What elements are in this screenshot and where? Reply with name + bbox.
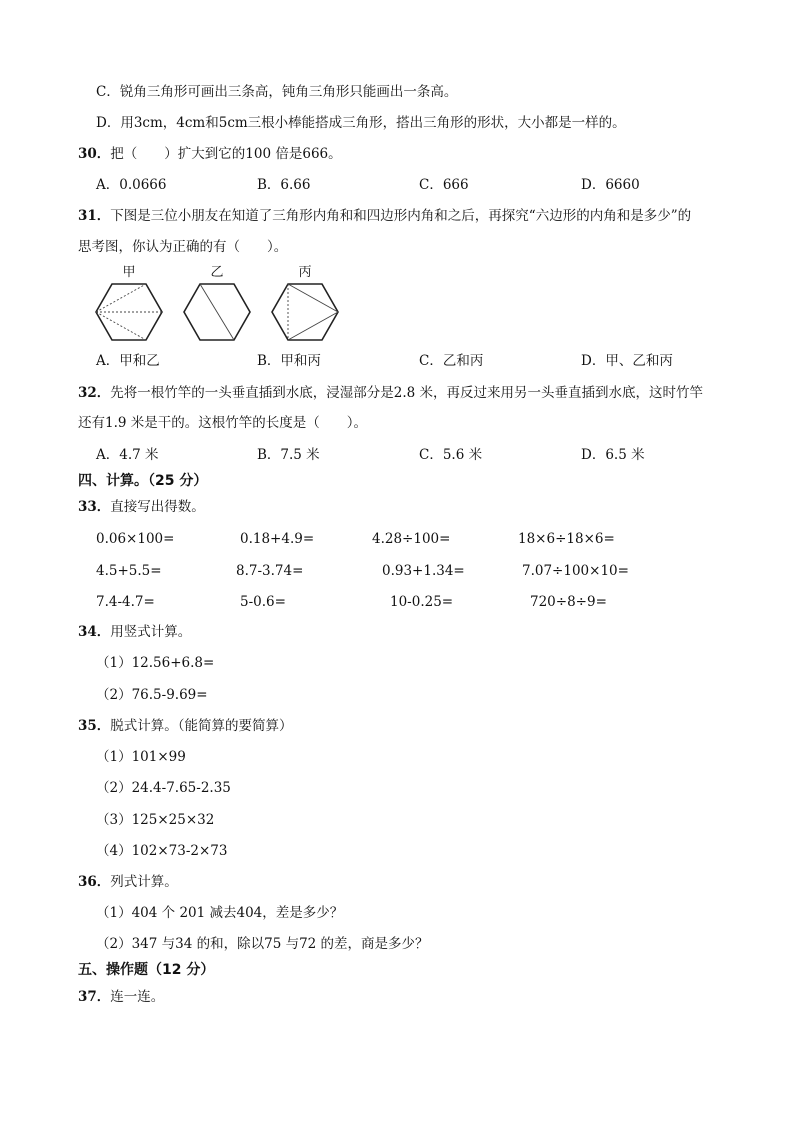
figure-label-jia: 甲 bbox=[122, 265, 136, 280]
q31-stem-line1 bbox=[78, 207, 691, 225]
q35-text: 脱式计算。（能简算的要简算） bbox=[110, 718, 293, 734]
q33-item: 7.07÷100×10= bbox=[522, 563, 629, 579]
q33-text: 直接写出得数。 bbox=[110, 499, 205, 515]
q32-option-d: D．6.5 米 bbox=[581, 447, 645, 463]
q33-item: 720÷8÷9= bbox=[530, 594, 607, 610]
q30-option-b: B．6.66 bbox=[257, 177, 311, 193]
q36-item-2: （2）347 与34 的和，除以75 与72 的差，商是多少？ bbox=[96, 936, 429, 952]
q33-item: 4.28÷100= bbox=[372, 531, 451, 547]
q31-text-line1: 下图是三位小朋友在知道了三角形内角和和四边形内角和之后，再探究“六边形的内角和是多少”的 bbox=[110, 208, 692, 224]
q37-stem bbox=[78, 988, 164, 1006]
q32-text-line1: 先将一根竹竿的一头垂直插到水底，浸湿部分是2.8 米，再反过来用另一头垂直插到水底，这时竹竿 bbox=[110, 385, 704, 401]
section-4-heading: 四、计算。（25 分） bbox=[78, 473, 208, 489]
q33-item: 4.5+5.5= bbox=[96, 563, 162, 579]
q36-text: 列式计算。 bbox=[110, 874, 178, 890]
q33-item: 0.06×100= bbox=[96, 531, 175, 547]
q32-option-b: B．7.5 米 bbox=[257, 447, 320, 463]
q35-item-3: （3）125×25×32 bbox=[96, 812, 215, 828]
q30-text: 把（ ）扩大到它的100 倍是666。 bbox=[110, 146, 342, 162]
q33-item: 8.7-3.74= bbox=[236, 563, 304, 579]
hexagon-figure-jia bbox=[94, 266, 164, 346]
q31-option-a: A．甲和乙 bbox=[96, 353, 160, 369]
q29-option-c: C．锐角三角形可画出三条高，钝角三角形只能画出一条高。 bbox=[96, 84, 458, 100]
q34-item-2: （2）76.5-9.69= bbox=[96, 687, 208, 703]
q30-option-a: A．0.0666 bbox=[96, 177, 167, 193]
q31-option-b: B．甲和丙 bbox=[257, 353, 321, 369]
q33-item: 7.4-4.7= bbox=[96, 594, 155, 610]
q30-option-c: C．666 bbox=[419, 177, 469, 193]
q31-number: 31． bbox=[78, 208, 111, 224]
hexagon-jia-drawing bbox=[94, 280, 164, 344]
q30-number: 30． bbox=[78, 146, 111, 162]
hexagon-yi-drawing bbox=[182, 280, 252, 344]
q36-stem bbox=[78, 873, 178, 891]
q34-text: 用竖式计算。 bbox=[110, 624, 192, 640]
q32-number: 32． bbox=[78, 385, 111, 401]
section-5-heading: 五、操作题（12 分） bbox=[78, 962, 215, 978]
q32-stem-line2: 还有1.9 米是干的。这根竹竿的长度是（ ）。 bbox=[78, 415, 368, 431]
q35-item-2: （2）24.4-7.65-2.35 bbox=[96, 780, 231, 796]
q33-item: 18×6÷18×6= bbox=[518, 531, 615, 547]
q31-option-d: D．甲、乙和丙 bbox=[581, 353, 673, 369]
q34-item-1: （1）12.56+6.8= bbox=[96, 655, 215, 671]
q37-number: 37． bbox=[78, 989, 111, 1005]
q32-option-c: C．5.6 米 bbox=[419, 447, 483, 463]
q29-option-d: D．用3cm，4cm和5cm三根小棒能搭成三角形，搭出三角形的形状，大小都是一样的。 bbox=[96, 115, 626, 131]
hexagon-figure-bing bbox=[270, 266, 340, 346]
q30-stem bbox=[78, 145, 342, 163]
q37-text: 连一连。 bbox=[110, 989, 165, 1005]
q32-stem-line1 bbox=[78, 384, 703, 402]
q33-item: 5-0.6= bbox=[240, 594, 286, 610]
q34-number: 34． bbox=[78, 624, 111, 640]
q34-stem bbox=[78, 623, 191, 641]
q36-number: 36． bbox=[78, 874, 111, 890]
hexagon-figure-yi bbox=[182, 266, 252, 346]
q33-item: 0.93+1.34= bbox=[382, 563, 465, 579]
figure-label-bing: 丙 bbox=[298, 265, 312, 280]
q36-item-1: （1）404 个 201 减去404，差是多少？ bbox=[96, 905, 344, 921]
q35-number: 35． bbox=[78, 718, 111, 734]
q33-stem bbox=[78, 498, 205, 516]
q31-option-c: C．乙和丙 bbox=[419, 353, 484, 369]
q31-stem-line2: 思考图，你认为正确的有（ ）。 bbox=[78, 239, 288, 255]
q35-stem bbox=[78, 717, 293, 735]
q35-item-1: （1）101×99 bbox=[96, 749, 186, 765]
q30-option-d: D．6660 bbox=[581, 177, 640, 193]
hexagon-bing-drawing bbox=[270, 280, 340, 344]
q33-number: 33． bbox=[78, 499, 111, 515]
q33-item: 0.18+4.9= bbox=[240, 531, 315, 547]
q35-item-4: （4）102×73-2×73 bbox=[96, 843, 228, 859]
figure-label-yi: 乙 bbox=[210, 265, 224, 280]
q33-item: 10-0.25= bbox=[390, 594, 454, 610]
q32-option-a: A．4.7 米 bbox=[96, 447, 159, 463]
